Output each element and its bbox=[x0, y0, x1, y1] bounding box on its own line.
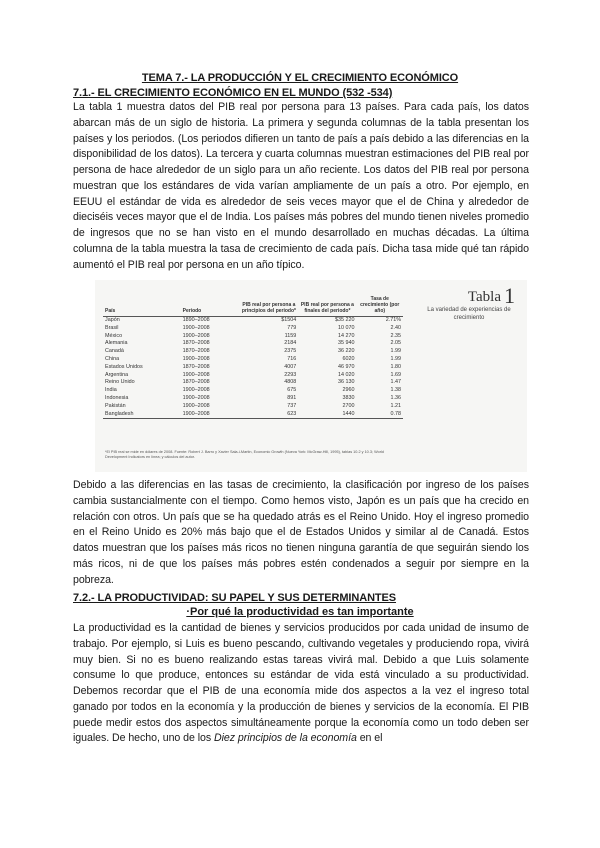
cell-country: Reino Unido bbox=[105, 379, 135, 386]
cell-start: 779 bbox=[287, 324, 297, 331]
cell-country: Estados Unidos bbox=[105, 363, 143, 370]
cell-period: 1900–2008 bbox=[182, 387, 210, 394]
cell-country: Alemania bbox=[105, 340, 128, 347]
table-row bbox=[103, 379, 403, 387]
cell-rate: 1.69 bbox=[390, 371, 401, 378]
section-heading-7-2: 7.2.- LA PRODUCTIVIDAD: SU PAPEL Y SUS DETERMINANTES bbox=[73, 592, 397, 604]
table-row bbox=[103, 348, 403, 356]
cell-period: 1870–2008 bbox=[182, 340, 210, 347]
cell-end: 2700 bbox=[342, 402, 355, 409]
cell-country: China bbox=[105, 355, 120, 362]
cell-end: 3830 bbox=[342, 394, 355, 401]
cell-end: 36 130 bbox=[338, 379, 355, 386]
cell-end: 36 220 bbox=[338, 348, 355, 355]
cell-period: 1900–2008 bbox=[182, 371, 210, 378]
cell-end: 1440 bbox=[298, 411, 356, 419]
paragraph-productivity-main: La productividad es la cantidad de bienes y servicios producidos por cada unidad de insumo de trabajo. Por ejemplo, si Luis es bueno pescando, cultivando vegetales y produciendo ropa, vivirá muy bien. Si no es bueno realizando estas tareas vivirá mal. Debido a que Luis solamente consume lo que produce, entonces su estándar de vida está vinculado a su productividad. Debemos recordar que el PIB de una economía mide dos aspectos a la vez el ingreso total ganado por todos en la economía y la producción de bienes y servicios de la economía. El PIB puede medir estos dos aspectos simultáneamente porque la economía como un todo deben ser iguales. De hecho, uno de los bbox=[73, 622, 529, 745]
paragraph-intro: La tabla 1 muestra datos del PIB real por persona para 13 países. Para cada país, los datos abarcan más de un siglo de historia. La primera y segunda columnas de la tabla presentan los países y los periodos. (Los periodos difieren un tanto de país a país debido a las diferencias en la disponibilidad de los datos). La tercera y cuarta columnas muestran estimaciones del PIB real por persona de hace alrededor de un siglo para un año reciente. Los datos del PIB real por persona muestran que los estándares de vida varían ampliamente de un país a otro. Por ejemplo, en EEUU el estándar de vida es alrededor de seis veces mayor que el de China y alrededor de dieciséis veces mayor que el de India. Los países más pobres del mundo tienen niveles promedio de ingresos que no se han visto en el mundo desarrollado en muchas décadas. La última columna de la tabla muestra la tasa de crecimiento de cada país. Dicha tasa mide qué tan rápido aumentó el PIB real por persona en un año típico. bbox=[73, 101, 529, 271]
table-notes: *El PIB real se mide en dólares de 2008. Fuente: Robert J. Barro y Xavier Sala-i-Martin, Economic Growth (Nueva York: McGraw-Hill, 1995), tablas 10.2 y 10.3; World Development Indicators en línea; y cálculos del autor. bbox=[105, 450, 384, 459]
cell-rate: 1.99 bbox=[390, 348, 401, 355]
table-row bbox=[103, 333, 403, 341]
table-row bbox=[103, 317, 403, 325]
cell-start: 623 bbox=[240, 411, 299, 419]
cell-period: 1900–2008 bbox=[167, 411, 240, 419]
cell-start: 891 bbox=[287, 394, 297, 401]
table-caption: La variedad de experiencias de crecimiento bbox=[427, 307, 511, 321]
cell-country: Argentina bbox=[105, 371, 129, 378]
cell-country: Canadá bbox=[105, 348, 124, 355]
cell-start: $1504 bbox=[281, 317, 297, 323]
cell-period: 1890–2008 bbox=[182, 317, 210, 323]
cell-start: 2184 bbox=[284, 340, 297, 347]
cell-rate: 1.99 bbox=[390, 355, 401, 362]
cell-start: 2293 bbox=[284, 371, 297, 378]
paragraph-ranking: Debido a las diferencias en las tasas de crecimiento, la clasificación por ingreso de los países cambia sustancialmente con el tiempo. Como hemos visto, Japón es un país que ha crecido en relación con otros. Un país que se ha quedado atrás es el Reino Unido. Hoy el ingreso promedio en el Reino Unido es 20% más bajo que el de Estados Unidos y similar al de Canadá. Estos datos muestran que los países más ricos no tienen ninguna garantía de que seguirán siendo los más ricos, ni de que los países más pobres estén condenados a seguir por siempre en la pobreza. bbox=[73, 479, 529, 586]
cell-country: Pakistán bbox=[105, 402, 126, 409]
table-heading-number: 1 bbox=[504, 283, 515, 308]
page-title: TEMA 7.- LA PRODUCCIÓN Y EL CRECIMIENTO ECONÓMICO bbox=[141, 72, 459, 84]
table-row bbox=[103, 356, 403, 364]
cell-start: 737 bbox=[287, 402, 297, 409]
cell-period: 1900–2008 bbox=[182, 402, 210, 409]
growth-table bbox=[103, 296, 403, 419]
cell-rate: 1.47 bbox=[390, 379, 401, 386]
col-header-end: PIB real por persona a finales del periodo* bbox=[298, 296, 356, 317]
cell-end: 2960 bbox=[342, 387, 355, 394]
cell-rate: 2.71% bbox=[385, 317, 401, 323]
cell-start: 2375 bbox=[284, 348, 297, 355]
paragraph-productivity-tail: en el bbox=[356, 732, 383, 745]
table-row bbox=[103, 325, 403, 333]
cell-period: 1870–2008 bbox=[182, 363, 210, 370]
cell-country: Japón bbox=[105, 317, 120, 323]
growth-table-figure bbox=[95, 280, 527, 472]
cell-rate: 1.80 bbox=[390, 363, 401, 370]
cell-start: 4808 bbox=[284, 379, 297, 386]
table-heading-word: Tabla bbox=[467, 289, 501, 305]
cell-period: 1900–2008 bbox=[182, 332, 210, 339]
cell-rate: 2.40 bbox=[390, 324, 401, 331]
table-row bbox=[103, 395, 403, 403]
cell-country: Indonesia bbox=[105, 394, 129, 401]
section-heading-7-1: 7.1.- EL CRECIMIENTO ECONÓMICO EN EL MUNDO (532 -534) bbox=[73, 87, 393, 99]
cell-end: 14 020 bbox=[338, 371, 355, 378]
cell-rate: 2.05 bbox=[390, 340, 401, 347]
cell-end: 10 070 bbox=[338, 324, 355, 331]
col-header-period: Periodo bbox=[167, 296, 240, 317]
cell-start: 1159 bbox=[284, 332, 297, 339]
cell-end: 35 940 bbox=[338, 340, 355, 347]
cell-country: México bbox=[105, 332, 123, 339]
cell-end: 14 270 bbox=[338, 332, 355, 339]
cell-rate: 1.36 bbox=[390, 394, 401, 401]
cell-end: $35 220 bbox=[335, 317, 355, 323]
table-row bbox=[103, 364, 403, 372]
table-row bbox=[103, 411, 403, 419]
col-header-start: PIB real por persona a principios del periodo* bbox=[240, 296, 299, 317]
cell-start: 4007 bbox=[284, 363, 297, 370]
cell-period: 1870–2008 bbox=[182, 379, 210, 386]
cell-end: 6020 bbox=[342, 355, 355, 362]
cell-country: India bbox=[105, 387, 117, 394]
cell-rate: 1.21 bbox=[390, 402, 401, 409]
col-header-rate: Tasa de crecimiento (por año) bbox=[357, 296, 403, 317]
cell-period: 1900–2008 bbox=[182, 394, 210, 401]
paragraph-productivity-italic: Diez principios de la economía bbox=[214, 732, 357, 745]
table-row bbox=[103, 372, 403, 380]
col-header-country: País bbox=[103, 296, 167, 317]
cell-start: 675 bbox=[287, 387, 297, 394]
cell-period: 1900–2008 bbox=[182, 324, 210, 331]
cell-end: 46 970 bbox=[338, 363, 355, 370]
cell-rate: 2.35 bbox=[390, 332, 401, 339]
cell-period: 1900–2008 bbox=[182, 355, 210, 362]
cell-start: 716 bbox=[287, 355, 297, 362]
subheading-productivity: ·Por qué la productividad es tan importante bbox=[186, 606, 414, 618]
cell-country: Brasil bbox=[105, 324, 119, 331]
cell-rate: 1.38 bbox=[390, 387, 401, 394]
cell-rate: 0.78 bbox=[357, 411, 403, 419]
table-row bbox=[103, 340, 403, 348]
table-row bbox=[103, 387, 403, 395]
cell-period: 1870–2008 bbox=[182, 348, 210, 355]
paragraph-productivity bbox=[73, 621, 529, 747]
cell-country: Bangladesh bbox=[103, 411, 167, 419]
table-header-row bbox=[103, 296, 403, 317]
table-heading bbox=[468, 283, 515, 309]
table-row bbox=[103, 403, 403, 411]
